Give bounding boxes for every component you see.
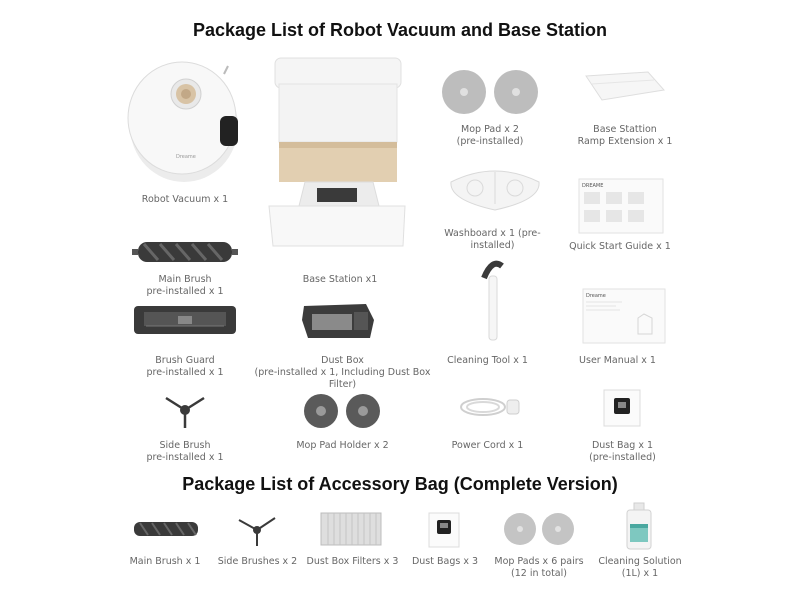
caption-mop-pad: Mop Pad x 2 (pre-installed) bbox=[456, 124, 524, 147]
quick-start-guide-image bbox=[578, 178, 664, 234]
mop-pads-image bbox=[440, 68, 540, 116]
side-brush-image bbox=[162, 390, 208, 430]
base-station-image bbox=[265, 58, 410, 253]
robot-vacuum-image bbox=[120, 56, 250, 186]
caption-user-manual: User Manual x 1 bbox=[579, 355, 656, 366]
caption-accessory-dust-bags: Dust Bags x 3 bbox=[411, 556, 479, 567]
cleaning-tool-image bbox=[478, 260, 506, 342]
accessory-cleaning-solution-image bbox=[624, 502, 654, 550]
accessory-package-title: Package List of Accessory Bag (Complete Version) bbox=[182, 474, 618, 494]
dust-box-image bbox=[300, 300, 376, 342]
caption-brush-guard: Brush Guard pre-installed x 1 bbox=[146, 355, 224, 378]
caption-power-cord: Power Cord x 1 bbox=[451, 440, 524, 451]
caption-accessory-dust-box-filters: Dust Box Filters x 3 bbox=[306, 556, 399, 567]
caption-dust-box: Dust Box (pre-installed x 1, Including Dust Box Filter) bbox=[254, 355, 431, 390]
power-cord-image bbox=[455, 394, 521, 420]
caption-accessory-mop-pads: Mop Pads x 6 pairs (12 in total) bbox=[494, 556, 584, 579]
washboard-image bbox=[445, 160, 545, 212]
caption-base-station: Base Station x1 bbox=[302, 274, 378, 285]
caption-accessory-cleaning-solution: Cleaning Solution (1L) x 1 bbox=[598, 556, 682, 579]
caption-dust-bag: Dust Bag x 1 (pre-installed) bbox=[589, 440, 656, 463]
accessory-side-brushes-image bbox=[235, 512, 279, 548]
ramp-extension-image bbox=[578, 70, 668, 106]
mop-pad-holder-image bbox=[302, 392, 382, 430]
caption-robot-vacuum: Robot Vacuum x 1 bbox=[141, 194, 229, 205]
caption-quick-start-guide: Quick Start Guide x 1 bbox=[569, 241, 671, 252]
accessory-main-brush-image bbox=[130, 520, 202, 538]
caption-ramp-extension: Base Stattion Ramp Extension x 1 bbox=[577, 124, 673, 147]
caption-mop-pad-holder: Mop Pad Holder x 2 bbox=[296, 440, 389, 451]
caption-washboard: Washboard x 1 (pre-installed) bbox=[444, 228, 541, 251]
caption-cleaning-tool: Cleaning Tool x 1 bbox=[447, 355, 528, 366]
main-package-title: Package List of Robot Vacuum and Base Station bbox=[192, 20, 608, 40]
accessory-mop-pads-image bbox=[503, 512, 575, 546]
manual-brand: Dreame bbox=[586, 293, 606, 299]
dust-bag-image bbox=[602, 388, 642, 428]
accessory-dust-box-filters-image bbox=[320, 512, 382, 546]
vacuum-logo: Dreame bbox=[176, 154, 196, 160]
caption-accessory-main-brush: Main Brush x 1 bbox=[129, 556, 201, 567]
caption-side-brush: Side Brush pre-installed x 1 bbox=[146, 440, 224, 463]
user-manual-image bbox=[582, 288, 666, 344]
caption-main-brush: Main Brush pre-installed x 1 bbox=[146, 274, 224, 297]
accessory-dust-bags-image bbox=[428, 512, 460, 548]
brush-guard-image bbox=[132, 304, 238, 338]
guide-brand: DREAME bbox=[582, 183, 604, 189]
caption-accessory-side-brushes: Side Brushes x 2 bbox=[217, 556, 298, 567]
main-brush-image bbox=[130, 238, 240, 266]
